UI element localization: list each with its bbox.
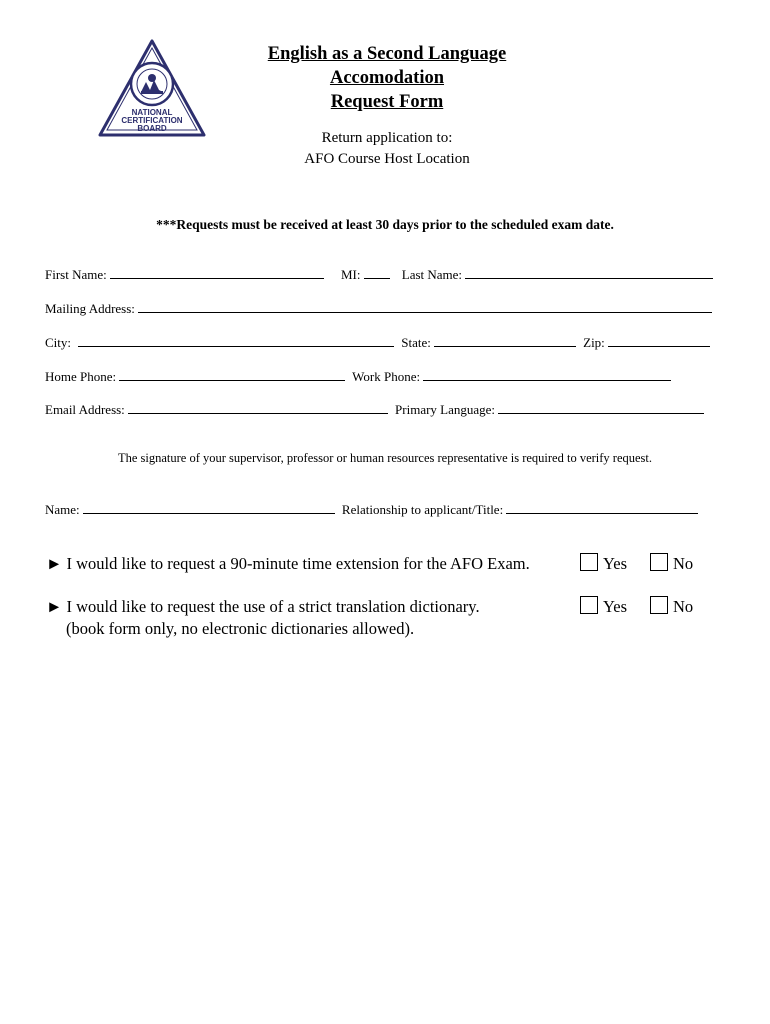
city-row xyxy=(45,334,714,351)
verifier-row xyxy=(45,501,702,518)
home-phone-label: Home Phone: xyxy=(45,369,117,384)
title-line-3: Request Form xyxy=(330,92,444,112)
request-2-yes-label: Yes xyxy=(603,597,628,616)
request-2-yes-option[interactable] xyxy=(580,596,627,618)
state-label: State: xyxy=(401,335,431,350)
verifier-name-field[interactable] xyxy=(83,501,335,514)
first-name-label: First Name: xyxy=(45,267,107,282)
return-address xyxy=(246,128,528,170)
email-label: Email Address: xyxy=(45,402,125,417)
request-1-no-checkbox[interactable] xyxy=(650,553,668,571)
relationship-label: Relationship to applicant/Title: xyxy=(341,502,504,517)
ncb-logo xyxy=(96,38,208,140)
first-name-field[interactable] xyxy=(110,266,324,279)
request-1-yes-label: Yes xyxy=(603,554,628,573)
email-field[interactable] xyxy=(128,401,388,414)
request-1-yes-option[interactable] xyxy=(580,553,627,575)
request-1-no-option[interactable] xyxy=(650,553,693,575)
zip-label: Zip: xyxy=(583,335,605,350)
primary-language-label: Primary Language: xyxy=(395,402,496,417)
return-line-2: AFO Course Host Location xyxy=(304,151,470,167)
city-label: City: xyxy=(45,335,72,350)
title-line-2: Accomodation xyxy=(329,68,445,88)
mailing-address-label: Mailing Address: xyxy=(45,301,135,316)
mi-field[interactable] xyxy=(364,266,390,279)
relationship-field[interactable] xyxy=(506,501,698,514)
title-line-1: English as a Second Language xyxy=(267,44,507,64)
request-2-no-label: No xyxy=(673,597,694,616)
verifier-name-label: Name: xyxy=(45,502,80,517)
return-line-1: Return application to: xyxy=(321,130,453,146)
state-field[interactable] xyxy=(434,334,576,347)
request-dictionary: ► I would like to request the use of a strict translation dictionary. xyxy=(46,597,480,616)
primary-language-field[interactable] xyxy=(498,401,704,414)
email-row xyxy=(45,401,708,418)
city-field[interactable] xyxy=(78,334,394,347)
logo-line-3: BOARD xyxy=(137,124,167,133)
work-phone-label: Work Phone: xyxy=(352,369,421,384)
mailing-address-field[interactable] xyxy=(138,300,712,313)
work-phone-field[interactable] xyxy=(423,368,671,381)
request-1-no-label: No xyxy=(673,554,694,573)
request-dictionary-note: (book form only, no electronic dictionaries allowed). xyxy=(66,619,415,638)
request-time-extension: ► I would like to request a 90-minute time extension for the AFO Exam. xyxy=(46,554,530,573)
home-phone-field[interactable] xyxy=(119,368,345,381)
signature-note: The signature of your supervisor, professor or human resources representative is required to verify request. xyxy=(117,451,653,465)
phone-row xyxy=(45,368,675,385)
last-name-label: Last Name: xyxy=(401,267,463,282)
request-2-no-option[interactable] xyxy=(650,596,693,618)
request-1-yes-checkbox[interactable] xyxy=(580,553,598,571)
request-2-yes-checkbox[interactable] xyxy=(580,596,598,614)
name-row xyxy=(45,266,717,283)
zip-field[interactable] xyxy=(608,334,710,347)
mi-label: MI: xyxy=(341,267,361,282)
mailing-row xyxy=(45,300,716,317)
logo-line-2: CERTIFICATION xyxy=(121,116,183,125)
last-name-field[interactable] xyxy=(465,266,713,279)
deadline-notice: ***Requests must be received at least 30 days prior to the scheduled exam date. xyxy=(156,217,614,232)
form-title xyxy=(246,42,528,114)
logo-line-1: NATIONAL xyxy=(131,108,173,117)
request-2-no-checkbox[interactable] xyxy=(650,596,668,614)
